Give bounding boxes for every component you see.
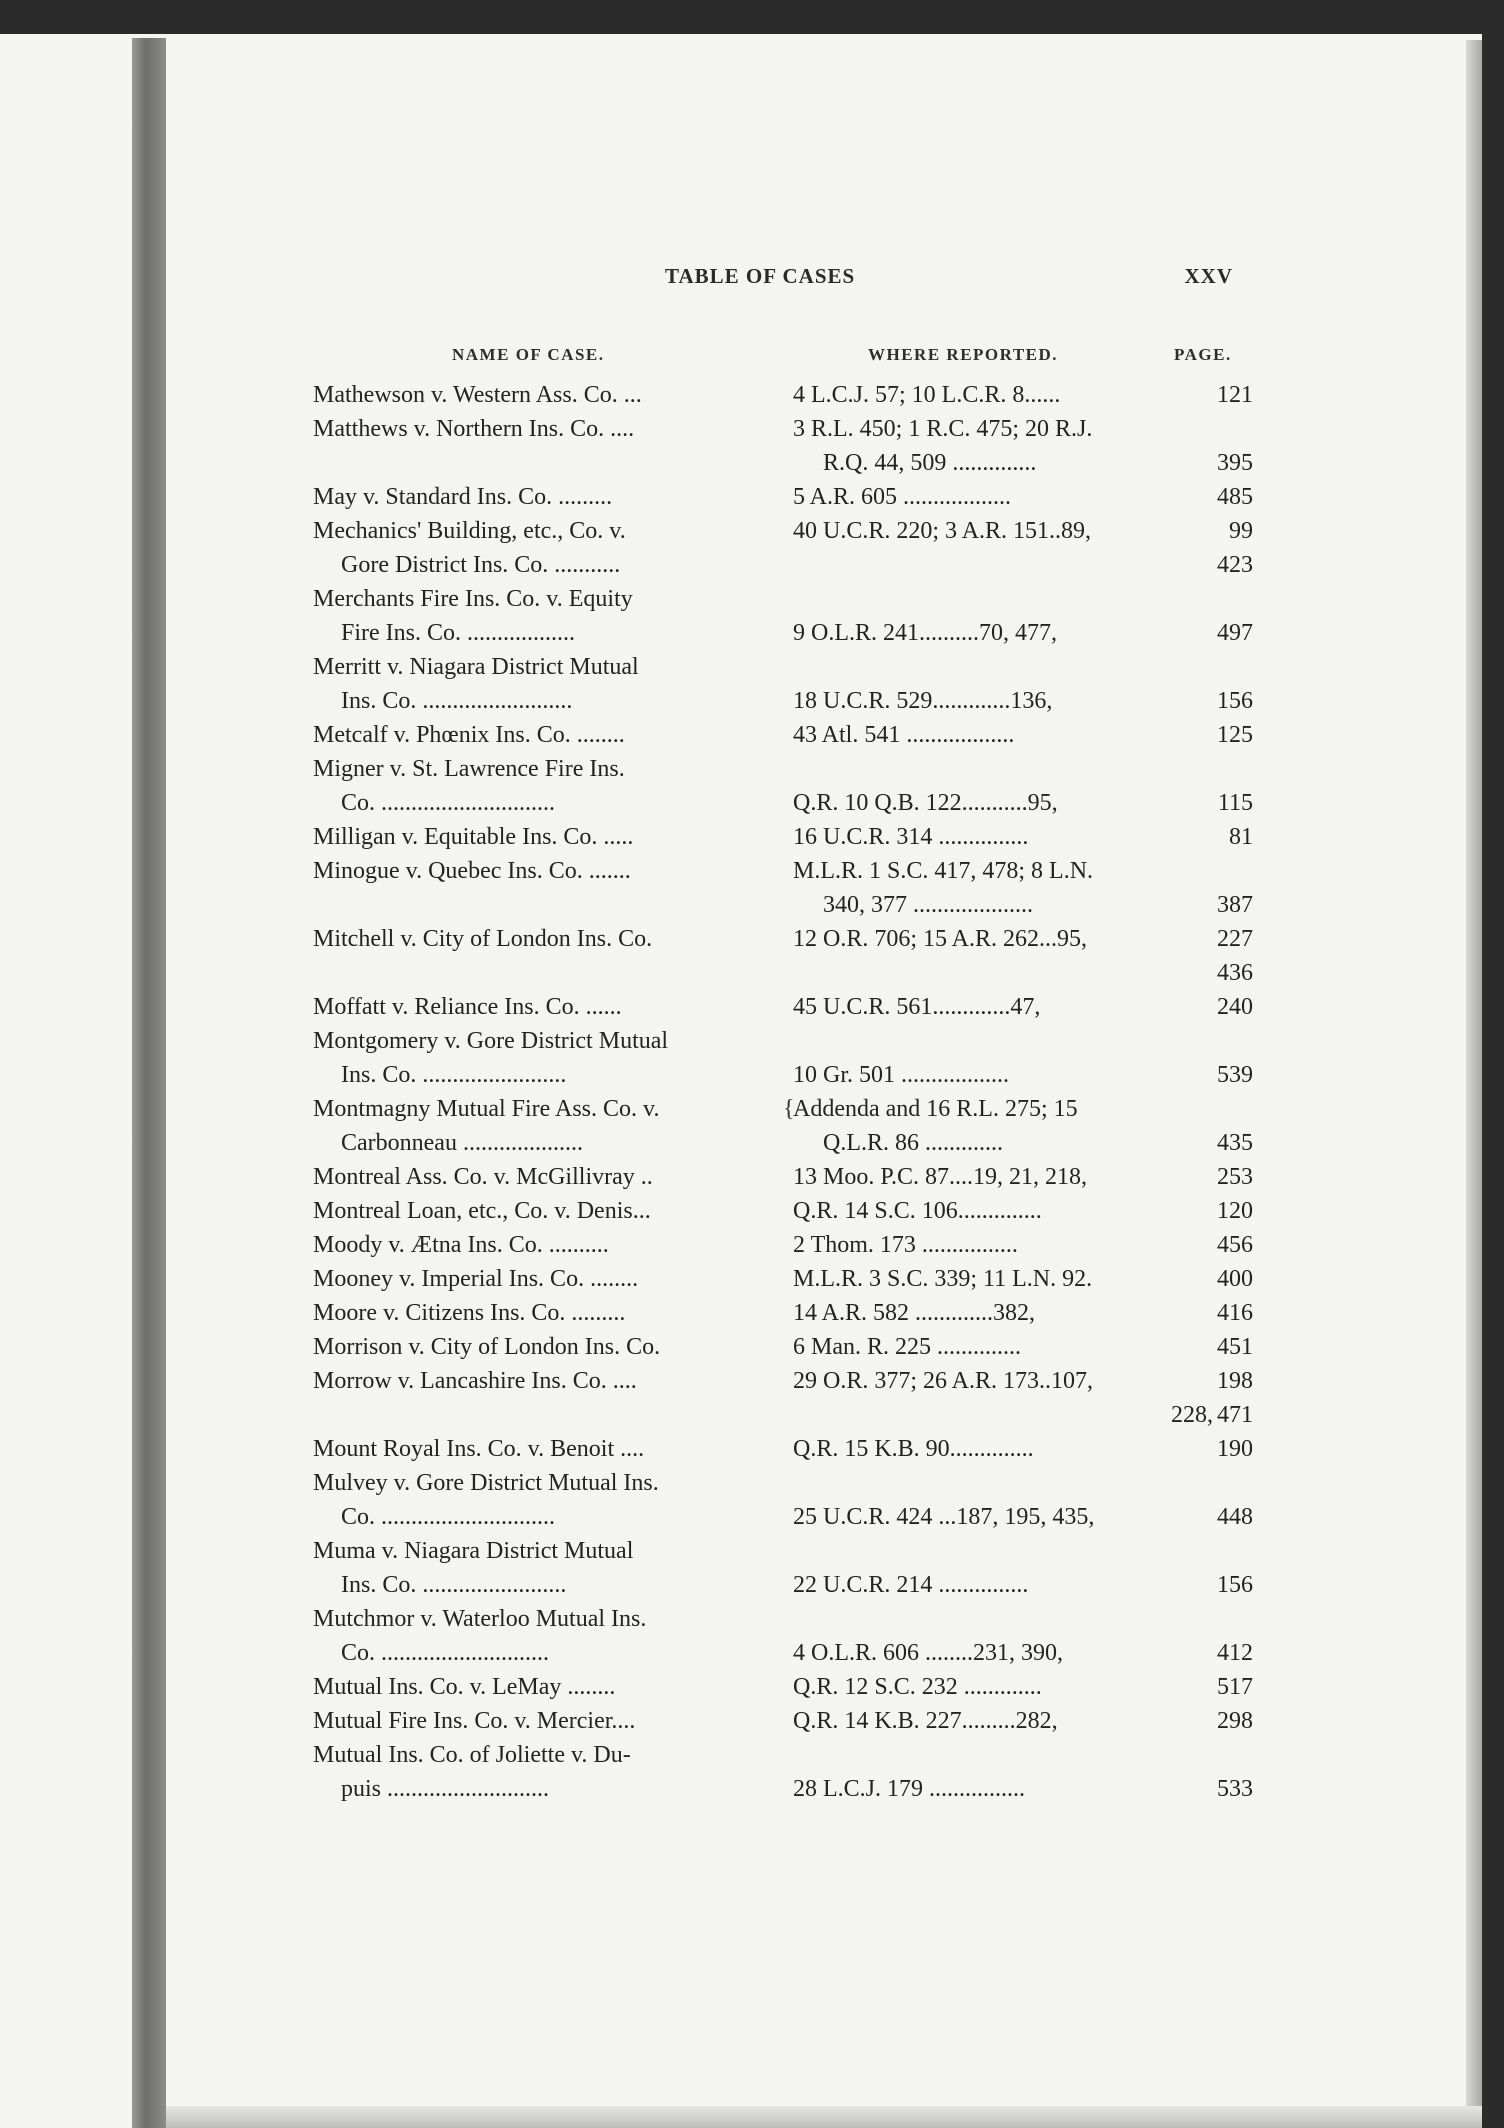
where-reported: 2 Thom. 173 ................: [793, 1232, 1018, 1258]
case-name: Matthews v. Northern Ins. Co. ....: [313, 416, 635, 442]
case-name: Mechanics' Building, etc., Co. v.: [313, 518, 626, 544]
page-ref: 198: [1217, 1368, 1253, 1394]
where-reported: 16 U.C.R. 314 ...............: [793, 824, 1029, 850]
case-name: Montmagny Mutual Fire Ass. Co. v.: [313, 1096, 660, 1122]
table-row: [313, 582, 1253, 616]
table-row: [313, 1126, 1253, 1160]
where-reported: 4 L.C.J. 57; 10 L.C.R. 8......: [793, 382, 1061, 408]
page-ref: 412: [1217, 1640, 1253, 1666]
table-row: [313, 1330, 1253, 1364]
case-name: Ins. Co. .........................: [341, 688, 573, 714]
case-name: Montreal Ass. Co. v. McGillivray ..: [313, 1164, 653, 1190]
table-row: [313, 820, 1253, 854]
where-reported: Q.R. 15 K.B. 90..............: [793, 1436, 1034, 1462]
where-reported: 40 U.C.R. 220; 3 A.R. 151..89,: [793, 518, 1092, 544]
table-row: [313, 684, 1253, 718]
table-row: [313, 752, 1253, 786]
where-reported: 5 A.R. 605 ..................: [793, 484, 1012, 510]
column-header-page: PAGE.: [1174, 345, 1232, 364]
case-name: Montreal Loan, etc., Co. v. Denis...: [313, 1198, 651, 1224]
case-name: Fire Ins. Co. ..................: [341, 620, 575, 646]
case-name: Co. .............................: [341, 1504, 556, 1530]
table-row: [313, 956, 1253, 990]
page-ref: 451: [1217, 1334, 1253, 1360]
page-ref: 156: [1217, 688, 1253, 714]
where-reported: Q.L.R. 86 .............: [823, 1130, 1003, 1156]
table-row: [313, 1398, 1253, 1432]
case-name: Moffatt v. Reliance Ins. Co. ......: [313, 994, 622, 1020]
case-name: Minogue v. Quebec Ins. Co. .......: [313, 858, 631, 884]
table-row: [313, 718, 1253, 752]
where-reported: 12 O.R. 706; 15 A.R. 262...95,: [793, 926, 1088, 952]
where-reported: 45 U.C.R. 561.............47,: [793, 994, 1041, 1020]
table-row: [313, 650, 1253, 684]
table-row: [313, 1772, 1253, 1806]
case-name: Mitchell v. City of London Ins. Co.: [313, 926, 653, 952]
page-ref: 539: [1217, 1062, 1253, 1088]
where-reported: Q.R. 10 Q.B. 122...........95,: [793, 790, 1058, 816]
page-ref: 99: [1229, 518, 1253, 544]
page-ref: 253: [1217, 1164, 1253, 1190]
where-reported: 29 O.R. 377; 26 A.R. 173..107,: [793, 1368, 1094, 1394]
case-name: Mutual Fire Ins. Co. v. Mercier....: [313, 1708, 636, 1734]
page-ref: 448: [1217, 1504, 1253, 1530]
case-table: [313, 378, 1253, 1806]
where-reported: M.L.R. 1 S.C. 417, 478; 8 L.N.: [793, 858, 1094, 884]
table-row: [313, 1364, 1253, 1398]
where-reported: 6 Man. R. 225 ..............: [793, 1334, 1021, 1360]
table-row: [313, 1602, 1253, 1636]
case-name: Morrow v. Lancashire Ins. Co. ....: [313, 1368, 637, 1394]
table-row: [313, 786, 1253, 820]
table-row: [313, 1296, 1253, 1330]
table-row: [313, 1670, 1253, 1704]
case-name: Merchants Fire Ins. Co. v. Equity: [313, 586, 633, 612]
case-name: puis ...........................: [341, 1776, 550, 1802]
page-ref: 190: [1217, 1436, 1253, 1462]
page-ref: 423: [1217, 552, 1253, 578]
where-reported: 4 O.L.R. 606 ........231, 390,: [793, 1640, 1063, 1666]
page-ref: 533: [1217, 1776, 1253, 1802]
where-reported: 10 Gr. 501 ..................: [793, 1062, 1009, 1088]
page-ref: 416: [1217, 1300, 1253, 1326]
page-ref: 298: [1217, 1708, 1253, 1734]
table-row: [313, 1024, 1253, 1058]
where-reported: Q.R. 14 K.B. 227.........282,: [793, 1708, 1058, 1734]
case-name: Co. .............................: [341, 790, 556, 816]
table-row: [313, 514, 1253, 548]
where-reported: M.L.R. 3 S.C. 339; 11 L.N. 92.: [793, 1266, 1093, 1292]
page-ref: 436: [1217, 960, 1253, 986]
table-row: [313, 854, 1253, 888]
page-ref: 115: [1217, 790, 1253, 816]
page-ref: 497: [1217, 620, 1253, 646]
page-ref: 400: [1217, 1266, 1253, 1292]
case-name: Ins. Co. ........................: [341, 1062, 567, 1088]
page-ref: 517: [1217, 1674, 1253, 1700]
case-name: Muma v. Niagara District Mutual: [313, 1538, 634, 1564]
page-ref: 456: [1217, 1232, 1253, 1258]
case-name: Ins. Co. ........................: [341, 1572, 567, 1598]
table-row: [313, 1636, 1253, 1670]
page-ref: 121: [1217, 382, 1253, 408]
case-name: Merritt v. Niagara District Mutual: [313, 654, 639, 680]
table-row: [313, 378, 1253, 412]
case-name: Mount Royal Ins. Co. v. Benoit ....: [313, 1436, 645, 1462]
where-reported: Q.R. 12 S.C. 232 .............: [793, 1674, 1042, 1700]
case-name: Carbonneau ....................: [341, 1130, 583, 1156]
where-reported: 3 R.L. 450; 1 R.C. 475; 20 R.J.: [793, 416, 1093, 442]
page-number: XXV: [1184, 264, 1233, 288]
table-row: [313, 548, 1253, 582]
table-row: [313, 446, 1253, 480]
page-title: TABLE OF CASES: [665, 264, 856, 288]
page-ref: 81: [1229, 824, 1253, 850]
page-ref: 240: [1217, 994, 1253, 1020]
table-row: [313, 1466, 1253, 1500]
column-header-where: WHERE REPORTED.: [868, 345, 1059, 364]
where-reported: 14 A.R. 582 .............382,: [793, 1300, 1036, 1326]
where-reported: 43 Atl. 541 ..................: [793, 722, 1015, 748]
table-row: [313, 480, 1253, 514]
running-head: [313, 264, 1233, 294]
case-name: Mutual Ins. Co. of Joliette v. Du-: [313, 1742, 631, 1768]
case-name: Metcalf v. Phœnix Ins. Co. ........: [313, 722, 625, 748]
book-spine: [132, 38, 166, 2128]
case-name: Mooney v. Imperial Ins. Co. ........: [313, 1266, 639, 1292]
table-row: [313, 1262, 1253, 1296]
page-ref: 395: [1217, 450, 1253, 476]
table-row: [313, 1228, 1253, 1262]
where-reported: R.Q. 44, 509 ..............: [823, 450, 1037, 476]
table-row: [313, 616, 1253, 650]
table-row: [313, 1534, 1253, 1568]
case-name: Moore v. Citizens Ins. Co. .........: [313, 1300, 626, 1326]
table-row: [313, 888, 1253, 922]
table-row: [313, 990, 1253, 1024]
case-name: Migner v. St. Lawrence Fire Ins.: [313, 756, 625, 782]
table-row: [313, 1500, 1253, 1534]
table-row: [313, 412, 1253, 446]
where-reported: Q.R. 14 S.C. 106..............: [793, 1198, 1042, 1224]
table-row: [313, 1092, 1253, 1126]
page-ref: 435: [1217, 1130, 1253, 1156]
page-ref: 471: [1217, 1402, 1253, 1428]
where-reported: 340, 377 ....................: [823, 892, 1033, 918]
brace-mark: {: [783, 1096, 795, 1122]
page-ref: 485: [1217, 484, 1253, 510]
case-name: Moody v. Ætna Ins. Co. ..........: [313, 1232, 609, 1258]
case-name: Morrison v. City of London Ins. Co.: [313, 1334, 661, 1360]
right-page-edge: [1466, 40, 1482, 2128]
bottom-page-edge: [166, 2106, 1482, 2128]
table-row: [313, 1704, 1253, 1738]
table-row: [313, 1738, 1253, 1772]
page-ref: 156: [1217, 1572, 1253, 1598]
case-name: Milligan v. Equitable Ins. Co. .....: [313, 824, 634, 850]
where-reported: 28 L.C.J. 179 ................: [793, 1776, 1026, 1802]
column-header-name: NAME OF CASE.: [452, 345, 605, 364]
table-row: [313, 1568, 1253, 1602]
where-reported: 22 U.C.R. 214 ...............: [793, 1572, 1029, 1598]
where-reported: 228,: [1171, 1402, 1213, 1428]
page-ref: 120: [1217, 1198, 1253, 1224]
table-row: [313, 1194, 1253, 1228]
where-reported: 13 Moo. P.C. 87....19, 21, 218,: [793, 1164, 1088, 1190]
case-name: Gore District Ins. Co. ...........: [341, 552, 621, 578]
table-row: [313, 1058, 1253, 1092]
case-name: Mulvey v. Gore District Mutual Ins.: [313, 1470, 659, 1496]
table-row: [313, 1432, 1253, 1466]
where-reported: Addenda and 16 R.L. 275; 15: [793, 1096, 1078, 1122]
page-ref: 387: [1217, 892, 1253, 918]
case-name: Mathewson v. Western Ass. Co. ...: [313, 382, 642, 408]
page-ref: 125: [1217, 722, 1253, 748]
case-name: Co. ............................: [341, 1640, 550, 1666]
page-ref: 227: [1217, 926, 1253, 952]
where-reported: 25 U.C.R. 424 ...187, 195, 435,: [793, 1504, 1095, 1530]
case-name: Mutual Ins. Co. v. LeMay ........: [313, 1674, 616, 1700]
table-row: [313, 922, 1253, 956]
table-row: [313, 1160, 1253, 1194]
where-reported: 18 U.C.R. 529.............136,: [793, 688, 1053, 714]
case-name: Montgomery v. Gore District Mutual: [313, 1028, 669, 1054]
case-name: Mutchmor v. Waterloo Mutual Ins.: [313, 1606, 647, 1632]
where-reported: 9 O.L.R. 241..........70, 477,: [793, 620, 1057, 646]
case-name: May v. Standard Ins. Co. .........: [313, 484, 613, 510]
